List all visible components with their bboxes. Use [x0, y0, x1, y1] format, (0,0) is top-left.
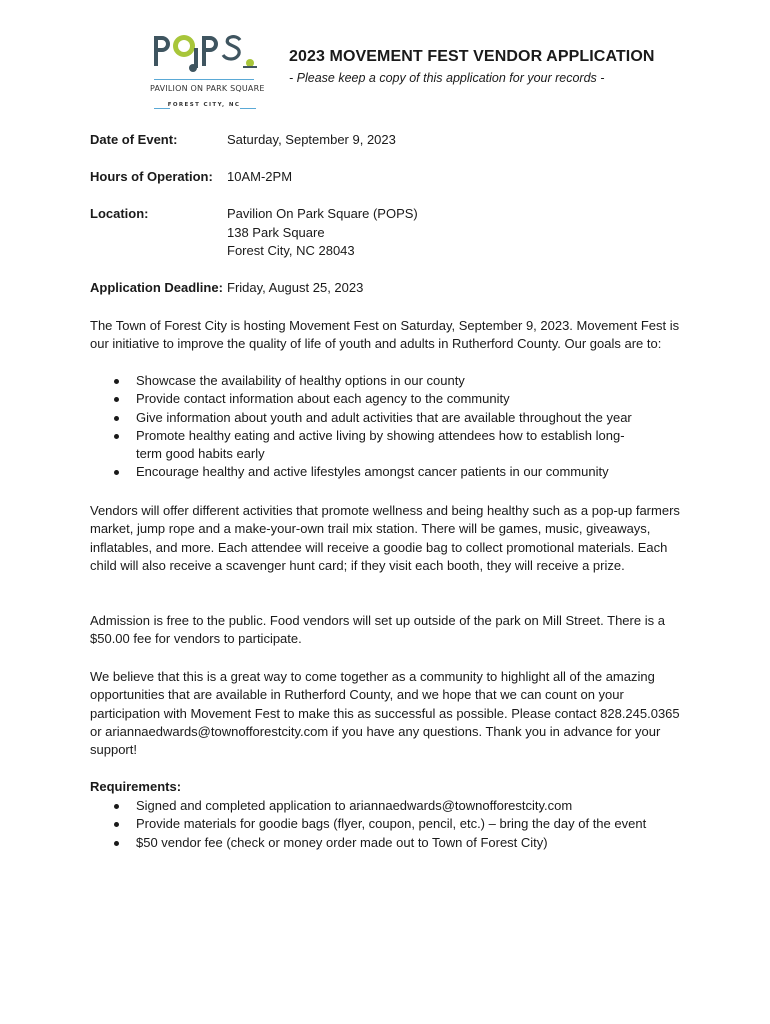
requirements-list [90, 797, 690, 852]
logo-rule-left [154, 108, 170, 109]
location-line: Forest City, NC 28043 [227, 243, 355, 258]
admission-paragraph: Admission is free to the public. Food vendors will set up outside of the park on Mill Street. There is a $50.00 fee for vendors to participate. [90, 613, 665, 647]
bullet-icon [114, 841, 119, 846]
location-line: Pavilion On Park Square (POPS) [227, 206, 418, 221]
goal-text: Give information about youth and adult activities that are available throughout the year [136, 409, 632, 425]
bullet-icon [114, 416, 119, 421]
requirement-text: Signed and completed application to ariannaedwards@townofforestcity.com [136, 798, 573, 813]
list-item [90, 463, 690, 481]
list-item [90, 372, 690, 390]
location-value [227, 205, 418, 261]
list-item [90, 409, 690, 427]
logo-divider [154, 79, 254, 80]
bullet-icon [114, 804, 119, 809]
list-item [90, 390, 690, 408]
logo-rule-right [240, 108, 256, 109]
bullet-icon [114, 470, 119, 475]
goal-text: Encourage healthy and active lifestyles amongst cancer patients in our community [136, 464, 609, 480]
vendors-paragraph: Vendors will offer different activities that promote wellness and being healthy such as a pop-up farmers market, jump rope and a make-your-own trail mix station. There will be games, music, giveaways, inflatables, and more. Each attendee will receive a goodie bag to collect promotional materials. Each child will also receive a scavenger hunt card; if they visit each booth, they will receive a prize. [90, 503, 680, 573]
requirement-text: Provide materials for goodie bags (flyer, coupon, pencil, etc.) – bring the day of the event [136, 816, 647, 832]
location-line: 138 Park Square [227, 224, 325, 240]
goal-text: Showcase the availability of healthy options in our county [136, 373, 465, 388]
bullet-icon [114, 397, 119, 402]
bullet-icon [114, 379, 119, 384]
page-subtitle: - Please keep a copy of this application for your records - [289, 71, 605, 85]
deadline-label: Application Deadline: [90, 280, 223, 295]
closing-paragraph: We believe that this is a great way to come together as a community to highlight all of the amazing opportunities that are available in Rutherford County, and we hope that we can count on your participation with Movement Fest to make this as successful as possible. Please contact 828.245.0365 or ariannaedwards@townofforestcity.com if you have any questions. Thank you in advance for your support! [90, 669, 680, 758]
pops-wordmark-icon [150, 30, 258, 76]
hours-value: 10AM-2PM [227, 169, 293, 184]
goals-list [90, 372, 690, 482]
list-item [90, 427, 690, 464]
list-item [90, 834, 690, 852]
bullet-icon [114, 434, 119, 439]
requirement-text: $50 vendor fee (check or money order made out to Town of Forest City) [136, 834, 548, 850]
date-label: Date of Event: [90, 132, 178, 147]
list-item [90, 815, 690, 833]
page-title: 2023 MOVEMENT FEST VENDOR APPLICATION [289, 48, 655, 65]
deadline-value: Friday, August 25, 2023 [227, 280, 364, 295]
date-value: Saturday, September 9, 2023 [227, 132, 396, 147]
list-item [90, 797, 690, 815]
goal-text: Promote healthy eating and active living by showing attendees how to establish long-term good habits early [136, 427, 625, 462]
logo-location: FOREST CITY, NC [167, 102, 241, 108]
pops-logo [150, 30, 265, 110]
bullet-icon [114, 822, 119, 827]
requirements-label: Requirements: [90, 779, 182, 794]
location-label: Location: [90, 206, 149, 221]
goal-text: Provide contact information about each agency to the community [136, 391, 510, 407]
logo-subtitle: PAVILION ON PARK SQUARE [150, 84, 265, 93]
intro-paragraph: The Town of Forest City is hosting Movement Fest on Saturday, September 9, 2023. Movement Fest is our initiative to improve the quality of life of youth and adults in Rutherford County. Our goals are to: [90, 318, 680, 352]
hours-label: Hours of Operation: [90, 169, 213, 184]
